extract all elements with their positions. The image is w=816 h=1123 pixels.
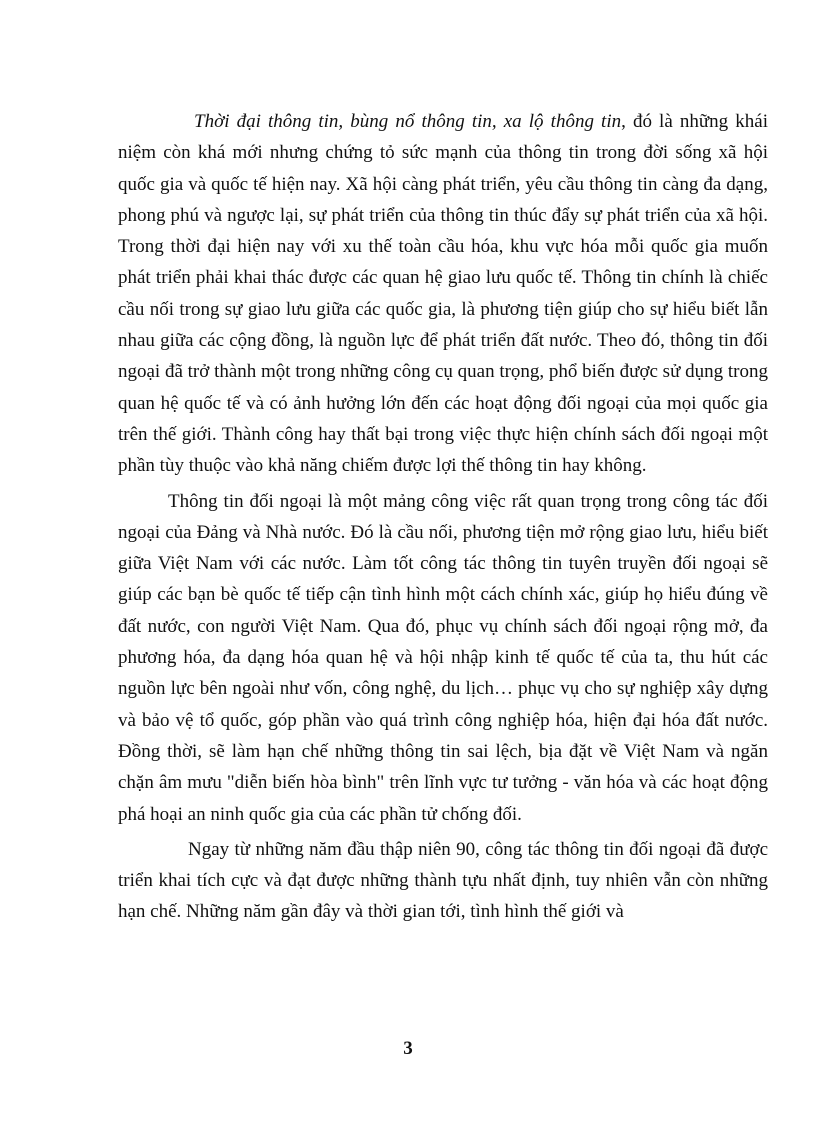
body-text [118, 106, 768, 928]
italic-lead-phrase: Thời đại thông tin, bùng nổ thông tin, xa lộ thông tin [194, 111, 622, 132]
page-number: 3 [403, 1038, 413, 1059]
paragraph-1 [118, 106, 768, 482]
paragraph-3: Ngay từ những năm đầu thập niên 90, công tác thông tin đối ngoại đã được triển khai tích cực và đạt được những thành tựu nhất định, tuy nhiên vẫn còn những hạn chế. Những năm gần đây và thời gian tới, tình hình thế giới và [118, 838, 768, 923]
paragraph-1-text: , đó là những khái niệm còn khá mới nhưng chứng tỏ sức mạnh của thông tin trong đời sống xã hội quốc gia và quốc tế hiện nay. Xã hội càng phát triển, yêu cầu thông tin càng đa dạng, phong phú và ngược lại, sự phát triển của thông tin thúc đẩy sự phát triển của xã hội. Trong thời đại hiện nay với xu thế toàn cầu hóa, khu vực hóa mỗi quốc gia muốn phát triển phải khai thác được các quan hệ giao lưu quốc tế. Thông tin chính là chiếc cầu nối trong sự giao lưu giữa các quốc gia, là phương tiện giúp cho sự hiểu biết lẫn nhau giữa các cộng đồng, là nguồn lực để phát triển đất nước. Theo đó, thông tin đối ngoại đã trở thành một trong những công cụ quan trọng, phổ biến được sử dụng trong quan hệ quốc tế và có ảnh hưởng lớn đến các hoạt động đối ngoại của mọi quốc gia trên thế giới. Thành công hay thất bại trong việc thực hiện chính sách đối ngoại một phần tùy thuộc vào khả năng chiếm được lợi thế thông tin hay không. [118, 111, 768, 477]
paragraph-2: Thông tin đối ngoại là một mảng công việc rất quan trọng trong công tác đối ngoại của Đảng và Nhà nước. Đó là cầu nối, phương tiện mở rộng giao lưu, hiểu biết giữa Việt Nam với các nước. Làm tốt công tác thông tin tuyên truyền đối ngoại sẽ giúp các bạn bè quốc tế tiếp cận tình hình một cách chính xác, giúp họ hiểu đúng về đất nước, con người Việt Nam. Qua đó, phục vụ chính sách đối ngoại rộng mở, đa phương hóa, đa dạng hóa quan hệ và hội nhập kinh tế quốc tế của ta, thu hút các nguồn lực bên ngoài như vốn, công nghệ, du lịch… phục vụ cho sự nghiệp xây dựng và bảo vệ tổ quốc, góp phần vào quá trình công nghiệp hóa, hiện đại hóa đất nước. Đồng thời, sẽ làm hạn chế những thông tin sai lệch, bịa đặt về Việt Nam và ngăn chặn âm mưu "diễn biến hòa bình" trên lĩnh vực tư tưởng - văn hóa và các hoạt động phá hoại an ninh quốc gia của các phần tử chống đối. [118, 490, 768, 825]
